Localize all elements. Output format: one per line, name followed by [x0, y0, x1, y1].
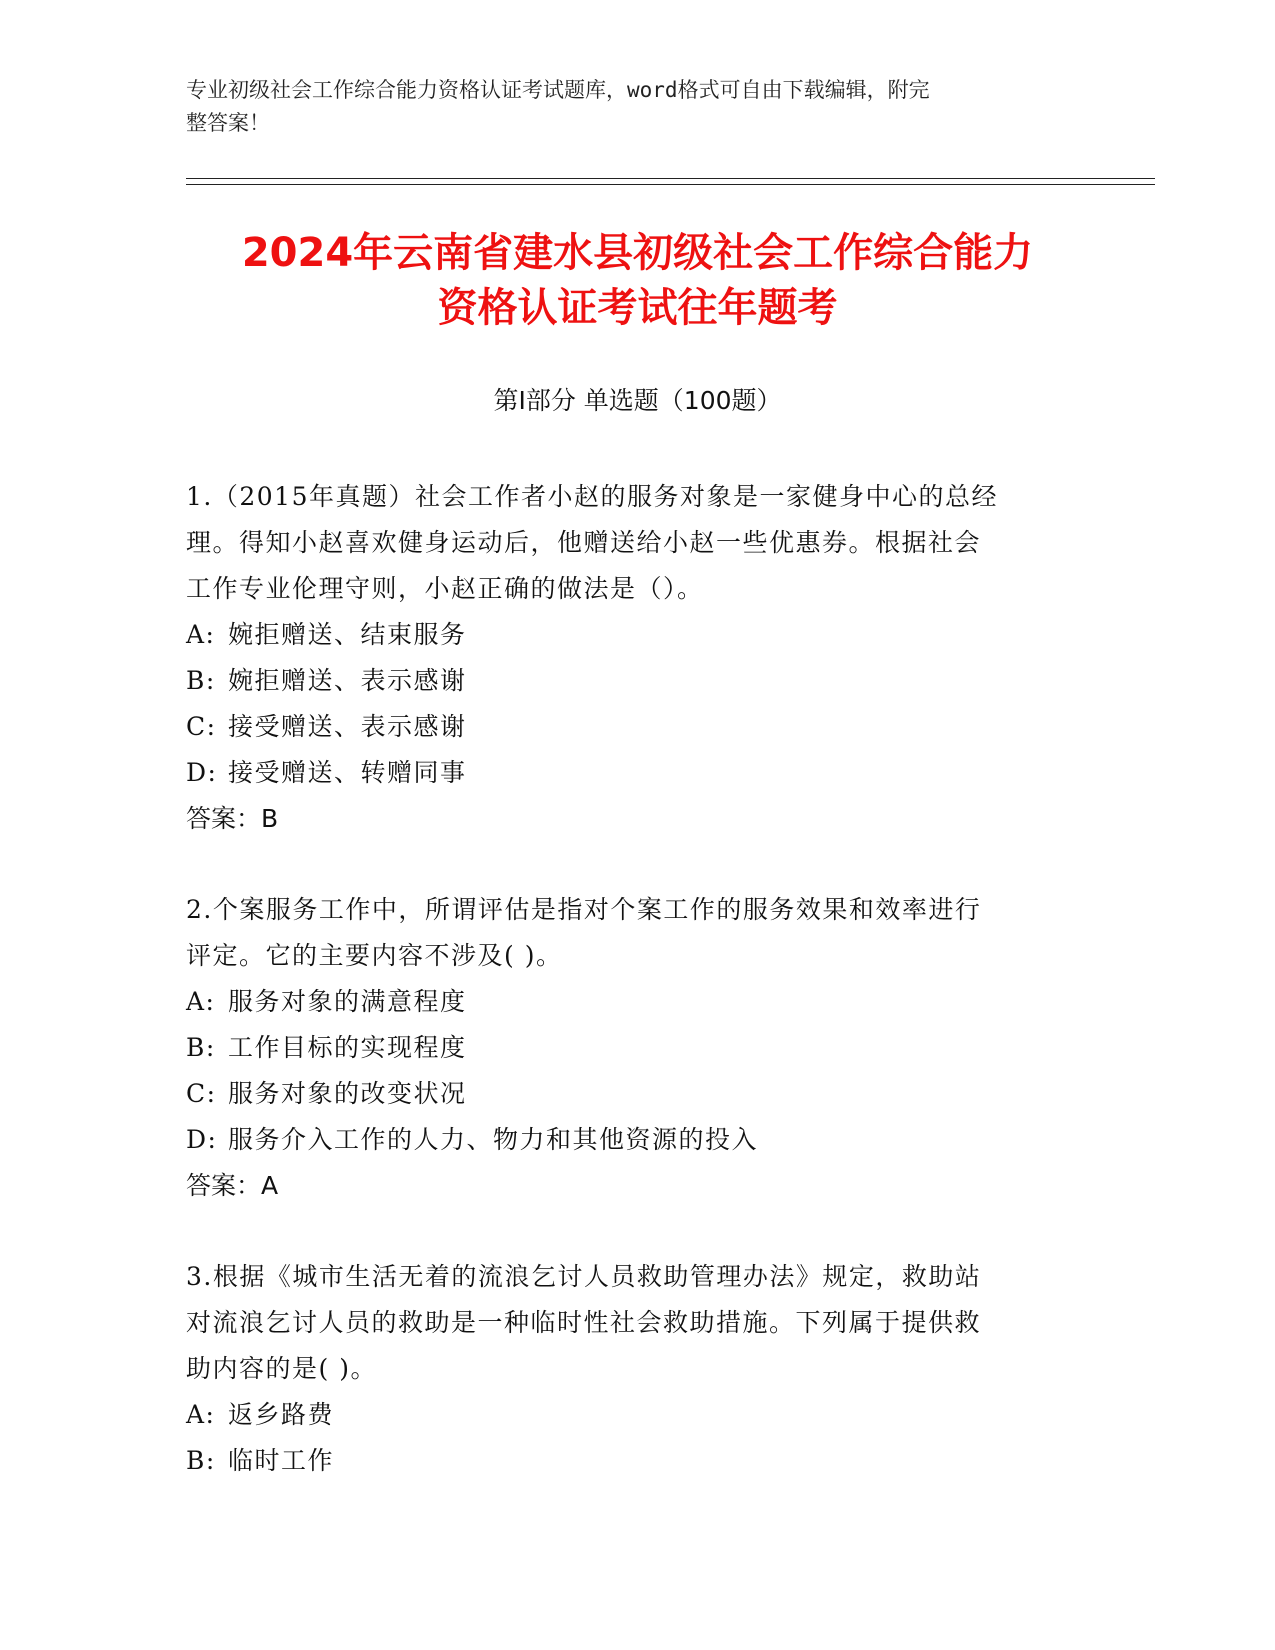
question-stem [186, 887, 1066, 979]
question-list [186, 474, 1066, 1529]
header-divider [186, 178, 1155, 179]
question-stem-line: 2.个案服务工作中，所谓评估是指对个案工作的服务效果和效率进行 [186, 895, 982, 924]
option-key: B: [186, 666, 216, 695]
question-stem [186, 1254, 1066, 1392]
option-text: 服务对象的改变状况 [228, 1079, 467, 1108]
option-text: 工作目标的实现程度 [228, 1033, 467, 1062]
option-key: D: [186, 758, 218, 787]
option-text: 婉拒赠送、结束服务 [228, 620, 467, 649]
option-key: B: [186, 1446, 216, 1475]
document-title-line: 资格认证考试往年题考 [437, 285, 838, 331]
option-key: A: [186, 987, 216, 1016]
question-item [186, 474, 1066, 842]
question-stem-line: 工作专业伦理守则，小赵正确的做法是（）。 [186, 574, 704, 603]
question-stem-line: 1.（2015年真题）社会工作者小赵的服务对象是一家健身中心的总经 [186, 482, 998, 511]
question-stem-line: 助内容的是( )。 [186, 1354, 377, 1383]
question-stem [186, 474, 1066, 612]
question-item [186, 887, 1066, 1209]
option-b [186, 658, 1066, 704]
option-text: 返乡路费 [228, 1400, 335, 1429]
option-d [186, 750, 1066, 796]
question-item [186, 1254, 1066, 1484]
answer-label: 答案：B [186, 804, 279, 833]
option-key: A: [186, 1400, 216, 1429]
option-a [186, 1392, 1066, 1438]
question-stem-line: 对流浪乞讨人员的救助是一种临时性社会救助措施。下列属于提供救 [186, 1308, 982, 1337]
header-note-line: 整答案！ [186, 111, 270, 135]
header-note-line: 专业初级社会工作综合能力资格认证考试题库，word格式可自由下载编辑，附完 [186, 78, 930, 102]
option-text: 临时工作 [228, 1446, 335, 1475]
option-key: C: [186, 1079, 217, 1108]
option-text: 婉拒赠送、表示感谢 [228, 666, 467, 695]
option-text: 服务介入工作的人力、物力和其他资源的投入 [228, 1125, 759, 1154]
header-divider [186, 184, 1155, 185]
option-c [186, 704, 1066, 750]
question-stem-line: 理。得知小赵喜欢健身运动后，他赠送给小赵一些优惠券。根据社会 [186, 528, 982, 557]
option-d [186, 1117, 1066, 1163]
section-heading: 第Ⅰ部分 单选题（100题） [493, 386, 782, 415]
option-c [186, 1071, 1066, 1117]
option-key: B: [186, 1033, 216, 1062]
option-key: D: [186, 1125, 218, 1154]
document-title-line: 2024年云南省建水县初级社会工作综合能力 [241, 230, 1034, 276]
question-stem-line: 评定。它的主要内容不涉及( )。 [186, 941, 563, 970]
question-stem-line: 3.根据《城市生活无着的流浪乞讨人员救助管理办法》规定，救助站 [186, 1262, 982, 1291]
option-key: A: [186, 620, 216, 649]
option-text: 服务对象的满意程度 [228, 987, 467, 1016]
option-a [186, 979, 1066, 1025]
option-a [186, 612, 1066, 658]
option-key: C: [186, 712, 217, 741]
option-b [186, 1025, 1066, 1071]
header-note [186, 74, 1086, 140]
document-title [150, 226, 1125, 336]
option-text: 接受赠送、表示感谢 [228, 712, 467, 741]
option-text: 接受赠送、转赠同事 [228, 758, 467, 787]
answer-label: 答案：A [186, 1171, 279, 1200]
option-b [186, 1438, 1066, 1484]
